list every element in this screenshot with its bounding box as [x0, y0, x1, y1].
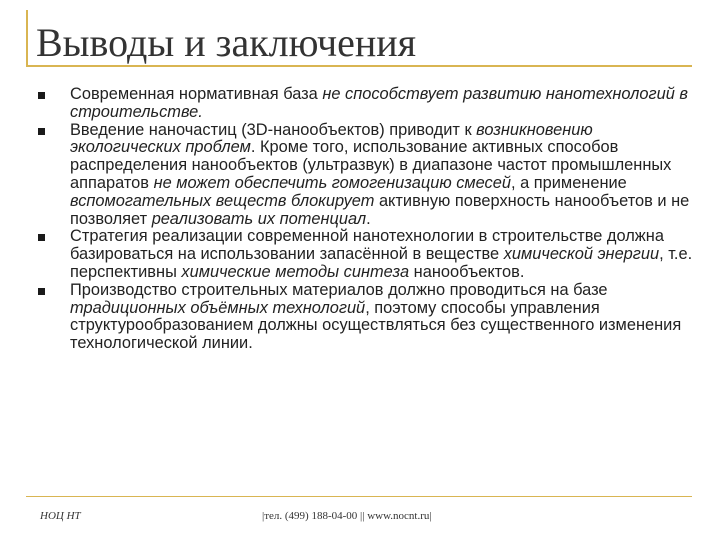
bullet-item: [36, 282, 696, 353]
bullet-list: [36, 86, 696, 353]
emphasized-text: реализовать их потенциал: [151, 209, 367, 228]
emphasized-text: возникновению экологических проблем: [70, 120, 593, 157]
square-bullet-icon: [38, 234, 45, 241]
slide-title: Выводы и заключения: [36, 20, 417, 65]
bullet-text: Производство строительных материалов должно проводиться на базе: [70, 280, 608, 299]
bullet-text: , т.е. перспективны: [70, 245, 693, 281]
emphasized-text: химической энергии: [503, 245, 660, 264]
emphasized-text: химические методы синтеза: [181, 262, 410, 281]
bullet-text: Современная нормативная база: [70, 85, 323, 103]
emphasized-text: вспомогательных веществ блокирует: [70, 191, 375, 210]
bullet-text: , поэтому способы управления структурообразованием должны осуществляться без существенного изменения технологической линии.: [70, 298, 682, 353]
bullet-item: [36, 122, 696, 229]
square-bullet-icon: [38, 92, 45, 99]
emphasized-text: традиционных объёмных технологий: [70, 298, 366, 317]
bullet-text: Введение наночастиц (3D-нанообъектов) приводит к: [70, 120, 477, 139]
bullet-item: [36, 228, 696, 281]
bullet-text: .: [366, 209, 371, 228]
footer-divider: [26, 496, 692, 497]
bullet-text: , а применение: [511, 173, 627, 192]
bullet-text: Стратегия реализации современной нанотехнологии в строительстве должна базироваться на использовании запасённой в веществе: [70, 227, 664, 264]
emphasized-text: не способствует развитию нанотехнологий в строительстве.: [70, 85, 688, 121]
bullet-text: активную поверхность нанообъетов и не позволяет: [70, 191, 690, 228]
bullet-text: . Кроме того, использование активных способов распределения нанообъектов (ультразвук) в диапазоне частот промышленных аппаратов: [70, 138, 672, 192]
bullet-text: нанообъектов.: [409, 262, 525, 281]
footer-contact: |тел. (499) 188-04-00 || www.nocnt.ru|: [262, 510, 432, 522]
square-bullet-icon: [38, 288, 45, 295]
emphasized-text: не может обеспечить гомогенизацию смесей: [153, 173, 511, 192]
bullet-item: [36, 86, 696, 122]
square-bullet-icon: [38, 128, 45, 135]
accent-vertical-line: [26, 10, 28, 65]
footer-organization: НОЦ НТ: [40, 510, 81, 522]
